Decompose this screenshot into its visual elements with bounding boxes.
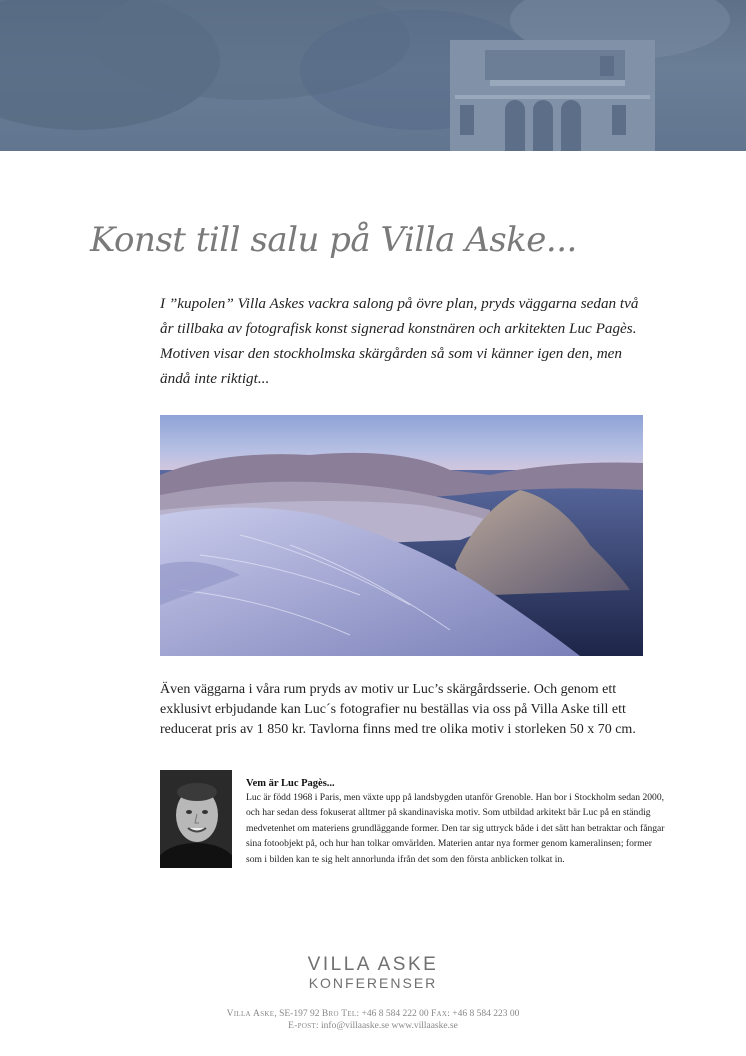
contact-fax-label: Fax xyxy=(430,1009,448,1019)
bio-text: Luc är född 1968 i Paris, men växte upp på landsbygden utanför Grenoble. Han bor i Stockholm sedan 2000, och har sedan dess fokuserat alltmer på skandinaviska motiv. Som utbildad arkitekt bär Luc på en ständig medvetenhet om materiens grundläggande former. Den tar sig uttryck både i det sätt han betraktar och fångar sina fotoobjekt på, och hur han tolkar omvärlden. Materien antar nya former genom kameralinsen; former som i bilden kan te sig helt annorlunda ifrån det som den första anblicken tolkat in. xyxy=(246,792,665,865)
page-title: Konst till salu på Villa Aske... xyxy=(90,220,577,260)
contact-email-link[interactable]: : info@villaaske.se www.villaaske.se xyxy=(316,1021,458,1031)
villa-building-icon xyxy=(0,0,746,151)
contact-line-address xyxy=(0,1008,746,1020)
villa-aske-logo xyxy=(0,955,746,991)
contact-tel: : +46 8 584 222 00 xyxy=(356,1009,431,1019)
contact-name: Villa Aske xyxy=(226,1009,275,1019)
archipelago-photo xyxy=(160,415,643,656)
header-banner xyxy=(0,0,746,151)
contact-line-web xyxy=(0,1020,746,1032)
contact-tel-label: Tel xyxy=(341,1009,357,1019)
contact-email-label: E-post xyxy=(288,1021,316,1031)
logo-name: VILLA ASKE xyxy=(307,954,439,975)
contact-fax: : +46 8 584 223 00 xyxy=(447,1009,520,1019)
intro-paragraph: I ”kupolen” Villa Askes vackra salong på övre plan, pryds väggarna sedan två år tillbaka av fotografisk konst signerad konstnären och arkitekten Luc Pagès. Motiven visar den stockholmska skärgården så som vi känner igen den, men ändå inte riktigt... xyxy=(160,295,639,387)
logo-subtitle: KONFERENSER xyxy=(308,975,438,991)
contact-city: Bro xyxy=(321,1009,339,1019)
bio-heading: Vem är Luc Pagès... xyxy=(246,778,335,789)
artist-portrait xyxy=(160,770,232,868)
contact-info xyxy=(0,1008,746,1032)
contact-address: , SE-197 92 xyxy=(274,1009,322,1019)
body-paragraph: Även väggarna i våra rum pryds av motiv ur Luc’s skärgårdsserie. Och genom ett exklusivt erbjudande kan Luc´s fotografier nu beställas via oss på Villa Aske till ett reducerat pris av 1 850 kr. Tavlorna finns med tre olika motiv i storleken 50 x 70 cm. xyxy=(160,682,636,737)
artist-bio xyxy=(246,777,666,867)
